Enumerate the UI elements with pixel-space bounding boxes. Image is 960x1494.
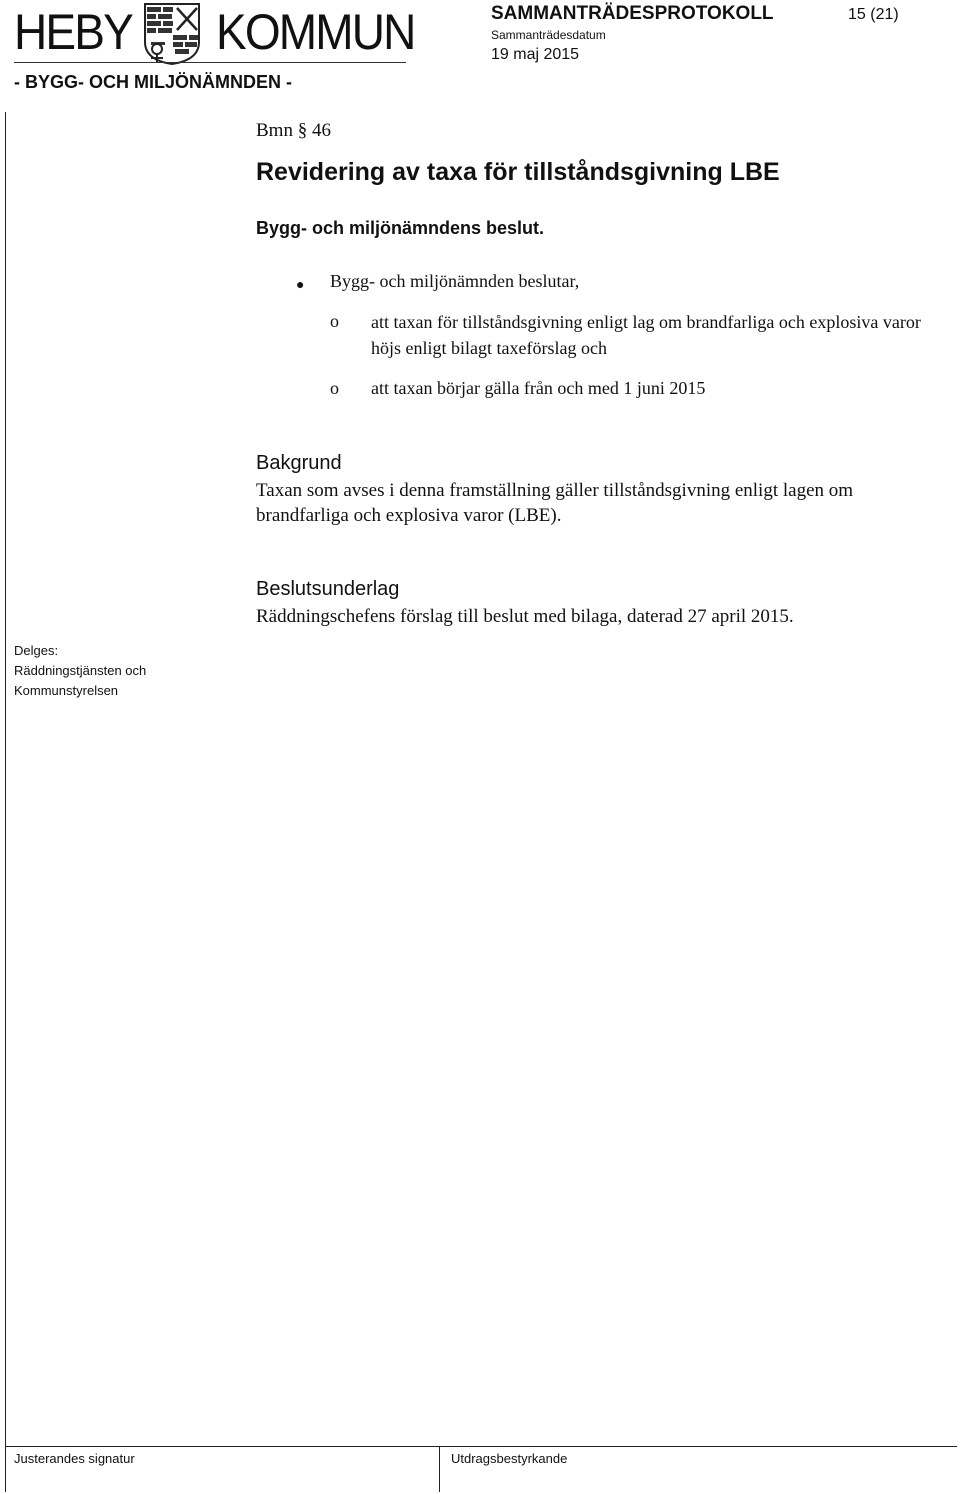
footer-certification-label: Utdragsbestyrkande [451, 1451, 568, 1466]
logo-kommun: KOMMUN [216, 4, 415, 60]
distribution-recipient: Kommunstyrelsen [14, 683, 119, 698]
department-name: - BYGG- OCH MILJÖNÄMNDEN - [14, 72, 292, 92]
protocol-title: SAMMANTRÄDESPROTOKOLL [491, 3, 774, 24]
municipal-crest-icon [143, 2, 201, 66]
paragraph-reference: Bmn § 46 [256, 120, 331, 141]
left-margin-rule [5, 112, 6, 1492]
document-title: Revidering av taxa för tillståndsgivning LBE [256, 158, 780, 186]
distribution-label: Delges: [14, 643, 59, 658]
background-heading: Bakgrund [256, 452, 342, 474]
footer-rule [5, 1446, 957, 1447]
sub-item-text: att taxan för tillståndsgivning enligt lag om brandfarliga och explosiva varor höjs enligt bilagt taxeförslag och [371, 312, 921, 358]
page-number: 15 (21) [848, 6, 899, 23]
footer-divider [439, 1446, 440, 1492]
distribution-recipient: Räddningstjänsten och [14, 663, 147, 678]
distribution-note [14, 641, 146, 701]
logo-heby: HEBY [14, 4, 132, 60]
meeting-date-label: Sammanträdesdatum [491, 28, 606, 42]
footer-signature-label: Justerandes signatur [14, 1451, 135, 1466]
decision-heading: Bygg- och miljönämndens beslut. [256, 218, 545, 238]
bullet-dot-icon: ● [296, 276, 305, 292]
decision-intro: Bygg- och miljönämnden beslutar, [330, 271, 580, 291]
logo-underline [14, 62, 406, 63]
sub-item-text: att taxan börjar gälla från och med 1 juni 2015 [371, 378, 706, 398]
basis-heading: Beslutsunderlag [256, 578, 400, 600]
meeting-date-value: 19 maj 2015 [491, 46, 580, 63]
basis-text: Räddningschefens förslag till beslut med bilaga, daterad 27 april 2015. [256, 606, 794, 627]
background-text: Taxan som avses i denna framställning gäller tillståndsgivning enligt lagen om brandfarliga och explosiva varor (LBE). [256, 480, 854, 526]
sub-item-marker: o [330, 378, 339, 398]
sub-item-marker: o [330, 311, 339, 331]
